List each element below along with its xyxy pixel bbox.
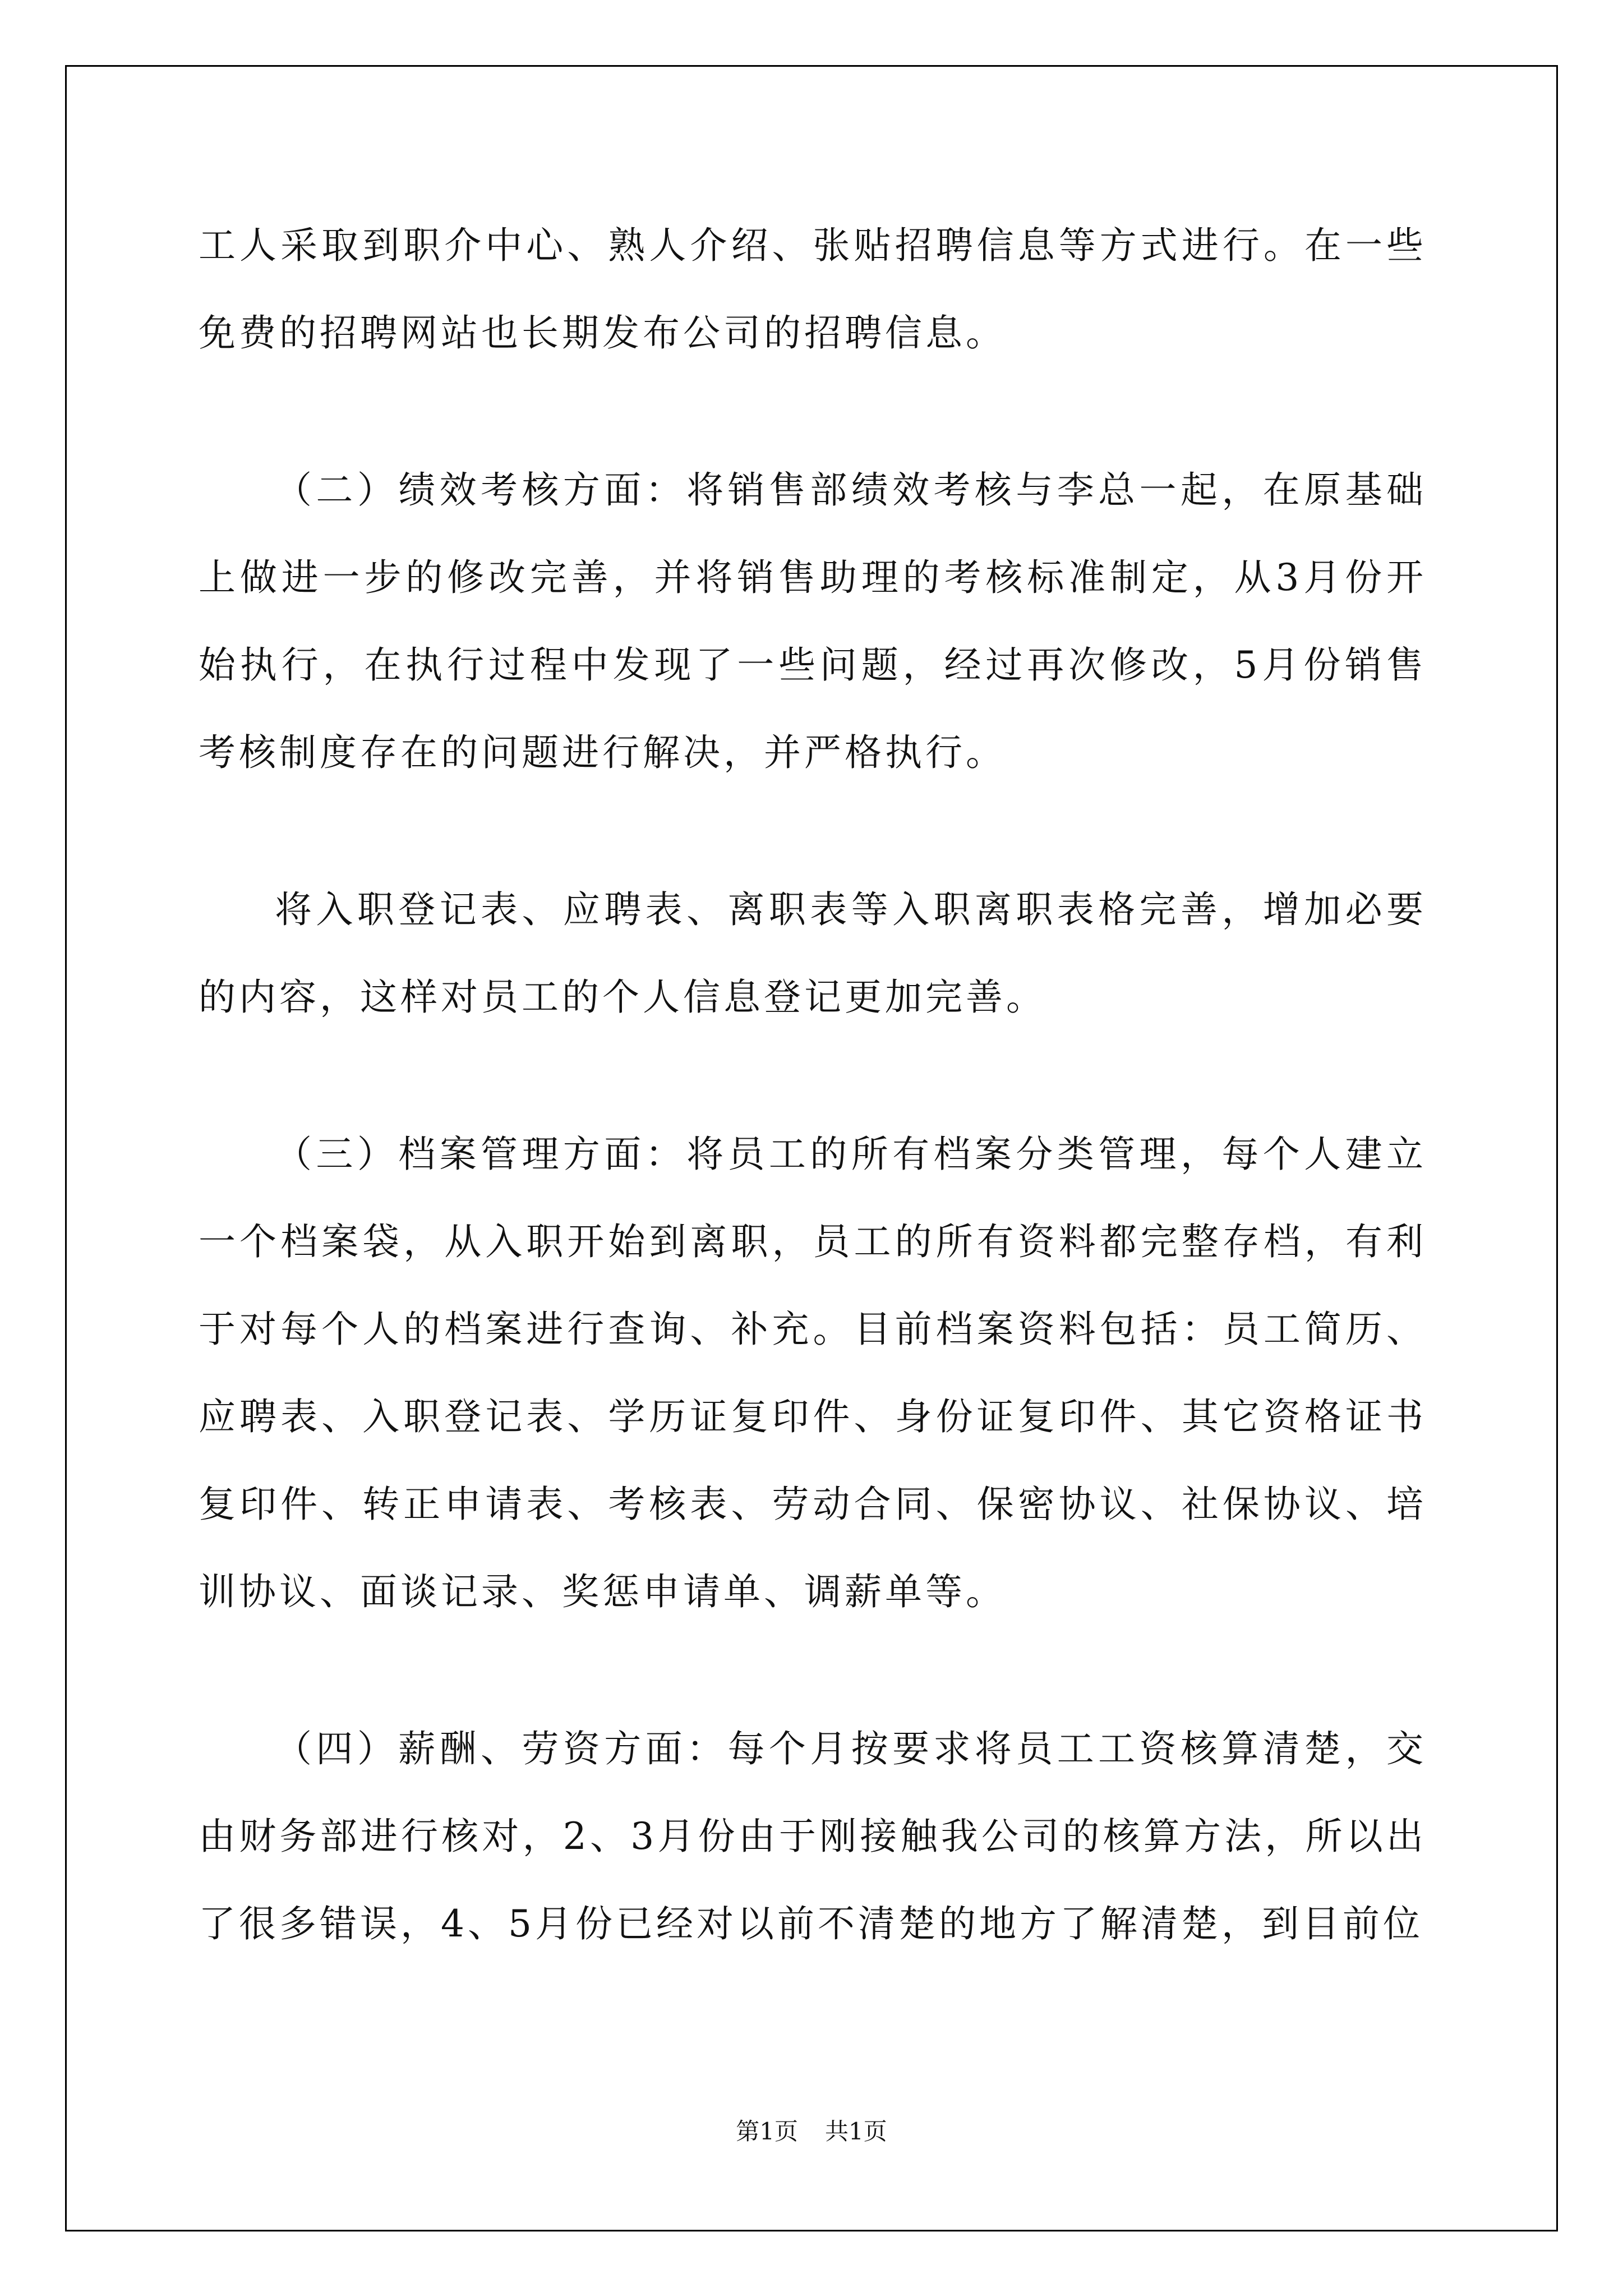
paragraph-archive-management: （三）档案管理方面：将员工的所有档案分类管理，每个人建立一个档案袋，从入职开始到离职，员工的所有资料都完整存档，有利于对每个人的档案进行查询、补充。目前档案资料包括：员工简历、应聘表、入职登记表、学历证复印件、身份证复印件、其它资格证书复印件、转正申请表、考核表、劳动合同、保密协议、社保协议、培训协议、面谈记录、奖惩申请单、调薪单等。 bbox=[199, 1133, 1427, 1613]
document-body bbox=[199, 202, 1427, 2037]
paragraph-salary-labor: （四）薪酬、劳资方面：每个月按要求将员工工资核算清楚，交由财务部进行核对，2、3月份由于刚接触我公司的核算方法，所以出了很多错误，4、5月份已经对以前不清楚的地方了解清楚，到目前位 bbox=[199, 1727, 1427, 1945]
paragraph-performance-review: （二）绩效考核方面：将销售部绩效考核与李总一起，在原基础上做进一步的修改完善，并将销售助理的考核标准制定，从3月份开始执行，在执行过程中发现了一些问题，经过再次修改，5月份销售考核制度存在的问题进行解决，并严格执行。 bbox=[199, 468, 1427, 774]
page-footer bbox=[0, 2113, 1623, 2147]
paragraph-onboarding-forms: 将入职登记表、应聘表、离职表等入职离职表格完善，增加必要的内容，这样对员工的个人信息登记更加完善。 bbox=[199, 888, 1427, 1019]
paragraph-recruitment-continued: 工人采取到职介中心、熟人介绍、张贴招聘信息等方式进行。在一些免费的招聘网站也长期发布公司的招聘信息。 bbox=[199, 224, 1427, 355]
page-total: 共1页 bbox=[825, 2118, 887, 2145]
page-number: 第1页 bbox=[736, 2118, 798, 2145]
